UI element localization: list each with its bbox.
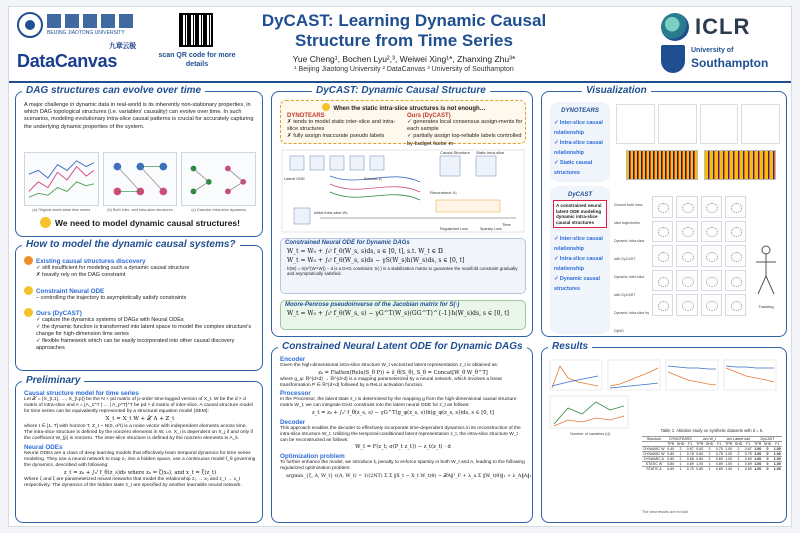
soton-name: Southampton [691, 56, 769, 70]
table-cell: 2 [705, 452, 715, 457]
svg-text:Latent ODE: Latent ODE [284, 176, 305, 181]
table-cell: 3 [705, 447, 715, 452]
bjtu-name-cn [47, 14, 133, 28]
table-cell: 0.89 [715, 467, 723, 471]
table-cell: 1.00 [725, 467, 733, 471]
how-item-head [24, 308, 258, 317]
dycast-callout: A constrained neural latent ODE modeling dynamic intra-slice causal structures [553, 200, 607, 228]
dynotears-panel [550, 102, 610, 182]
iclr-logo [661, 13, 787, 41]
title-line-2: Structure from Time Series [295, 31, 513, 50]
table-cell: 0.89 [715, 462, 723, 466]
table-cell: 0.89 [744, 462, 752, 466]
eq-title: Moore-Penrose pseudoinverse of the Jacobian matrix for S(·) [285, 302, 460, 308]
vis-item: ✓ Inter-slice causal relationship [554, 236, 603, 253]
trajectory-cell [676, 245, 697, 267]
title-line-1: DyCAST: Learning Dynamic Causal [261, 11, 547, 30]
table-cell: 2 [734, 447, 744, 452]
section-dycast-method [271, 85, 533, 337]
affiliations: ¹ Beijing Jiaotong University ² DataCanvas ³ University of Southampton [294, 66, 514, 73]
table-subheader: TPR [754, 442, 762, 446]
trajectory-grid [652, 196, 746, 316]
table-cell: 1.00 [773, 467, 781, 471]
table-cell: 1.00 [754, 467, 762, 471]
table-subheader: F1 [686, 442, 695, 447]
trajectory-cell [652, 270, 673, 292]
trajectory-cell [725, 245, 746, 267]
latent-body [280, 356, 532, 480]
thinking-emoji-icon [322, 103, 330, 111]
vis-item: ✓ Intra-slice causal relationship [554, 256, 603, 273]
table-cell: 0.60 [696, 447, 704, 451]
processor-equation: z_t = z₀ + ∫₀ᵗ f_θ(z_s, s) − γG^T(g_φ(z_s, s))h(g_φ(z_s, s))ds, s ∈ [0, t] [312, 409, 494, 416]
latent-subheading: Decoder [280, 418, 306, 426]
table-cell: 1 [734, 467, 744, 472]
table-cell: 1.00 [725, 462, 733, 466]
prelim-text: where t ∈ [1, T] with horizon T, Z_t ~ N(0, σ²I) is a noise vector with independent elements across time. The intra-slice structure is defined by the nonzero elements in W, i.e. X_i is dependent on X_j if and only if the coefficient W_{ji} is nonzero. The inter-slice structure is defined by the nonzero elements in A_k. [24, 424, 253, 441]
table-cell: 1.00 [754, 457, 762, 461]
latent-subheading: Optimization problem [280, 453, 345, 461]
qr-code-icon[interactable] [179, 13, 213, 47]
trajectory-cell [701, 221, 722, 243]
section-title: Results [548, 341, 592, 353]
need-banner [36, 216, 244, 230]
svg-text:Static intra-slice: Static intra-slice [476, 150, 505, 155]
decoder-equation: W_t = F(z_t; σ(P_t z_t)) − z_t(z_t) · d [355, 444, 451, 451]
vis-item: ✓ Inter-slice causal relationship [554, 120, 603, 136]
table-cell: 1.00 [754, 447, 762, 451]
section-latent-ode [271, 341, 533, 523]
stick-figure-icon [750, 242, 782, 302]
table-header: Structure [642, 437, 666, 442]
table-subheader: F1 [715, 442, 724, 447]
how-line: ✓ capture the dynamics systems of DAGs with Neural ODEs [36, 317, 184, 323]
ours-title: Ours (DyCAST) [407, 113, 451, 119]
svg-text:Time: Time [502, 222, 511, 227]
prelim-text: Neural ODEs are a class of deep learning models that effectively learn temporal dynamics for time series modeling. They use a neural network to map z₀ into a hidden space, use a continuous model f_θ governing the dynamics, described with following: [24, 451, 256, 468]
how-line: ✓ the dynamic function is transformed into latent space to model the complex structure's change for high-dimension time series [36, 324, 252, 337]
table-cell: DYNAMIC W [643, 452, 665, 456]
table-cell: 1.00 [725, 447, 733, 451]
table-subheader: TPR [696, 442, 704, 446]
table-cell: 0 [763, 447, 773, 452]
trajectory-cell [725, 270, 746, 292]
svg-text:Initial intra-slice W₀: Initial intra-slice W₀ [314, 210, 349, 215]
trajectory-cell [725, 221, 746, 243]
table-subheader: SHD [763, 442, 772, 446]
dag-figure-a [24, 152, 99, 212]
dynamics-plot-icon [182, 153, 255, 205]
table-subheader: F1 [744, 442, 753, 447]
timeseries-plot-icon [25, 153, 98, 205]
table-cell: 1.00 [725, 452, 733, 456]
how-item-label: Constraint Neural ODE [36, 288, 105, 295]
trajectory-cell [676, 196, 697, 218]
table-cell: 0.80 [667, 462, 675, 466]
dynotears-label: DYNOTEARS [561, 108, 599, 114]
table-subheader: F1 [773, 442, 782, 447]
vis-item: ✓ Intra-slice causal relationship [554, 140, 603, 156]
fig-caption-b: (b) Both inter- and intra-slice structures [107, 208, 173, 212]
dag-figure-c [181, 152, 256, 212]
latent-text: where g_φ: ℝ^{d×d} → ℝ^{d×d} is a mapping parameterized by a neural network, which involves a linear transformation P ∈ ℝ^{d×d} followed by a ReLU activation function. [280, 376, 503, 388]
how-item-existing [24, 256, 258, 279]
vis-item: ✓ Static causal structures [554, 160, 593, 176]
trajectory-cell [701, 196, 722, 218]
soton-crest-icon [661, 45, 685, 73]
results-line-charts [548, 358, 782, 430]
graph-plot-icon [104, 153, 177, 205]
trajectory-cell [652, 294, 673, 316]
table-subheader: SHD [676, 442, 685, 446]
sem-equation: X_t = X_t W + 𝒳 A + Z_t [105, 416, 175, 422]
prelim-subheading: Neural ODEs [24, 444, 63, 451]
encoder-equation: z₀ = Flatten(Relu(S_θ P)) + ẑ_θ(S_θ), S_θ = Concat[W_θ W_θ^T] [318, 369, 488, 376]
table-cell: 0.69 [715, 457, 723, 461]
table-cell: 1.00 [754, 462, 762, 466]
ours-col [407, 113, 523, 148]
how-item-label: Existing causal structures discovery [36, 258, 146, 265]
section-visualization [541, 85, 787, 337]
trajectory-cell [676, 270, 697, 292]
equation-1b: W_t = W₀ + ∫₀ᵗ f_θ(W_s, s)ds − γS(W_s)h(W_s)ds, s ∈ [0, t] [287, 257, 465, 264]
ablation-table [642, 436, 782, 471]
header [9, 7, 792, 83]
heatmap-dycast-icon [704, 150, 776, 180]
prelim-text: Let 𝒳 = {X_{t,1}, …, X_{t,p}} be the N × pd matrix of p-order time-lagged version of X_t. W be the d × d matrix of intra-slice and A = [A_1^T | … | A_p^T]^T be pd × d matrix of inter-slice. A causal structure model for time series can be equivalently represented by a structural equation model (SEM): [24, 397, 253, 414]
latent-text: Given the high-dimensional intra-slice structure W_t vectorized latent representation z_t is obtained as: [280, 363, 499, 368]
fig-caption-c: (c) Granular intra-slice dynamics [191, 208, 246, 212]
table-cell: DYNAMIC W [643, 447, 665, 451]
bjtu-seal-icon [17, 12, 43, 38]
table-cell: 1 [676, 462, 686, 467]
table-subheader: SHD [734, 442, 743, 446]
how-line: ✓ still insufficient for modeling such a dynamic causal structure [36, 265, 190, 271]
table-cell: 1 [676, 452, 686, 457]
bjtu-name-en: BEIJING JIAOTONG UNIVERSITY [47, 30, 125, 36]
table-header: w/o W_t [695, 437, 724, 442]
table-cell: 0.78 [686, 452, 694, 456]
trajectory-cell [652, 245, 673, 267]
table-cell: 1.00 [725, 457, 733, 461]
iclr-text: ICLR [695, 14, 751, 39]
table-cell: 0.80 [667, 452, 675, 456]
poster [8, 6, 792, 527]
banner-text: We need to model dynamic causal structures! [54, 218, 240, 228]
poster-title [249, 11, 559, 51]
svg-text:Causal Structure: Causal Structure [440, 150, 470, 155]
table-subheader: TPR [667, 442, 675, 446]
how-line: – controlling the trajectory to asymptotically satisfy constraints [36, 295, 187, 301]
latent-subheading: Processor [280, 390, 311, 398]
table-caption: Table 1: Ablation study on synthetic datasets with d = 5. [660, 428, 764, 433]
how-line: ✗ heavily rely on the DAG constraint [36, 272, 126, 278]
how-item-ours [24, 308, 258, 352]
equation-1a: W_t = W₀ + ∫₀ᵗ f_θ(W_s, s)ds, s ∈ [0, t], s.t. W_t ∈ 𝔻 [287, 248, 444, 255]
table-body [642, 447, 782, 472]
dycast-items [550, 230, 610, 298]
how-item-label: Ours (DyCAST) [36, 310, 82, 317]
table-cell: 1 [705, 462, 715, 467]
table-cell: STATIC W [642, 462, 666, 467]
datacanvas-cn: 九章云极 [109, 43, 136, 50]
dag-figures [24, 152, 256, 212]
soton-logo [661, 45, 787, 75]
prelim-subheading: Causal structure model for time series [24, 390, 139, 397]
heatmap-dyno-icon [626, 150, 698, 180]
sad-face-icon [24, 256, 33, 265]
table-cell: 3 [676, 447, 686, 452]
soton-uni: University of [691, 47, 734, 54]
table-cell: 0.67 [686, 447, 694, 451]
section-how-to-model [15, 239, 263, 371]
trajectory-cell [725, 294, 746, 316]
architecture-diagram [280, 148, 526, 234]
table-cell: 0.75 [686, 467, 694, 471]
happy-face-icon [24, 308, 33, 317]
table-cell: 0.60 [667, 467, 675, 471]
dycast-panel [550, 186, 610, 334]
vis-item: ✓ Dynamic causal structures [554, 276, 600, 293]
ours-line: ✓ generates local consensus assign-ments for each sample [407, 119, 523, 133]
dycast-label: DyCAST [567, 192, 592, 198]
grid-label: Dynamic inter-slice with DyCAST [614, 275, 645, 297]
section-preliminary [15, 375, 263, 523]
matrix-icon [616, 104, 655, 144]
svg-text:Reconstruct X₀: Reconstruct X₀ [430, 190, 457, 195]
how-item-constraint [24, 286, 258, 302]
matrix-icon [700, 104, 739, 144]
matrix-icon [741, 104, 780, 144]
datacanvas-logo [17, 43, 136, 72]
trajectory-cell [701, 294, 722, 316]
table-cell: 1 [705, 467, 715, 472]
trajectory-cell [676, 294, 697, 316]
table-cell: 0.75 [715, 452, 723, 456]
trajectory-cell [652, 221, 673, 243]
svg-text:Sparsity Loss: Sparsity Loss [480, 227, 502, 231]
grid-label: Dynamic intra-slice by DyNO [614, 311, 650, 333]
equation-2: W_t = W₀ + ∫₀ᵗ f_θ(W_s, s) − γG^T(W_s)(GG^T)^{-1}h(W_s)ds, s ∈ [0, t] [287, 310, 509, 317]
neutral-face-icon [24, 286, 33, 295]
table-cell: 0.80 [696, 457, 704, 461]
table-cell: 1.00 [696, 462, 704, 466]
table-cell: 2 [705, 457, 715, 462]
eq-note: h(W) = tr(e^{W∘W}) − d is a DAG constraint; S(·) is a stabilization matrix to guarantee the manifold constraint gradually and asymptotically satisfied. [287, 266, 518, 277]
table-header: DyCAST [753, 437, 782, 442]
latent-text: In the Processor, the latent state z_t is determined by the mapping g from the high-dimensional causal structure matrix W_t, we can integrate DAG constraint into the latent neural ODE for z_t as follows: [280, 397, 517, 409]
dynotears-line: ✗ fully assign inaccurate pseudo labels [287, 133, 385, 140]
section-title: Constrained Neural Latent ODE for Dynamic DAGs [278, 341, 527, 353]
table-cell: 0.60 [696, 452, 704, 456]
tracking-label: Tracking [758, 304, 774, 309]
ours-line: ✓ partially assign top-reliable labels controlled by budget factor m [407, 133, 522, 147]
method-question [287, 103, 521, 112]
smile-emoji-icon [40, 217, 51, 228]
grid-labels [614, 196, 650, 340]
latent-text: To further enhance the model, we introduce ℓ₁ penalty to enforce sparsity in both W_t and A, leading to the following regularized optimization problem: [280, 460, 525, 472]
dynotears-title: DYNOTEARS [287, 113, 325, 119]
comparison-box [280, 100, 526, 147]
table-subheader: TPR [725, 442, 733, 446]
prelim-body [24, 390, 256, 489]
section-title: Visualization [582, 85, 651, 97]
grid-label: Ground truth intra-slice trajectories [614, 203, 644, 225]
trajectory-cell [725, 196, 746, 218]
how-item-head [24, 256, 258, 265]
eq-title: Constrained Neural ODE for Dynamic DAGs [285, 240, 410, 246]
table-cell: 0.89 [744, 467, 752, 471]
trajectory-cell [701, 270, 722, 292]
trajectory-cell [652, 196, 673, 218]
bjtu-logo [17, 12, 137, 40]
table-cell: 0.75 [715, 447, 723, 451]
latent-text: This approach enables the decoder to effectively incorporate time-dependent dynamics in its reconstruction of the intra-slice structure W_t. Utilizing the temporal-conditioned latent representation z_t, the intra-slice structure W_t can be reconstructed as follows: [280, 425, 521, 443]
plot-axis-label: Number of variables (d) [570, 432, 610, 436]
section-results [541, 341, 787, 523]
table-cell: 0 [763, 452, 773, 457]
section-title: DyCAST: Dynamic Causal Structure [312, 85, 490, 97]
trajectory-cell [701, 245, 722, 267]
section-dag-evolve [15, 85, 263, 237]
qr-caption: scan QR code for more details [158, 52, 236, 68]
table-cell: 2 [734, 457, 744, 462]
table-cell: 0.68 [686, 457, 694, 461]
trajectory-cell [676, 221, 697, 243]
dag-text: A major challenge in dynamic data in real-world is its inherently non-stationary properties, in which DAG topological structures (i.e. variables' causality) can evolve over time. In such scenarios, modeling evolutionary intra-slice causal patterns is crucial for accurately capturing the underlying dynamic properties of the system. [24, 102, 254, 130]
eq-box-pseudoinverse [280, 300, 526, 330]
datacanvas-text: DataCanvas [17, 51, 118, 71]
prelim-text: Where ζ and ξ are parameterized neural networks that model the relationship z₀ → x₀ and z_t → x_t respectively. The dynamics of the hidden state z_t are specified by another learnable neural network. [24, 477, 242, 488]
optimization-equation: argmin_{ζ, A, W_t} ℓ(A, W_t) = 1/(2NT) Σ Σ ‖X_t − X_t W_t(θ) − 𝒳A‖²_F + λ_a Σ ‖W_t(θ)‖₁ + λ_A‖A‖₁ [286, 473, 532, 479]
table-cell: 0 [763, 462, 773, 467]
table-cell: 1 [676, 467, 686, 472]
table-cell: 0.80 [696, 467, 704, 471]
dynotears-line: ✗ tends to model static inter-slice and intra-slice structures [287, 119, 396, 133]
svg-text:Encode z₀: Encode z₀ [364, 176, 383, 181]
dynotears-col [287, 113, 397, 141]
dynotears-matrices [616, 104, 780, 144]
table-cell: 0.80 [667, 457, 675, 461]
table-cell: DYNAMIC A [642, 457, 666, 462]
table-cell: 0.75 [744, 452, 752, 456]
table-row [642, 467, 782, 472]
section-title: How to model the dynamic causal systems? [22, 239, 240, 251]
matrix-icon [658, 104, 697, 144]
dynotears-items [550, 114, 610, 182]
table-cell: 0 [763, 467, 773, 472]
question-text: When the static intra-slice structures is not enough… [333, 106, 486, 112]
table-cell: 0.69 [744, 457, 752, 461]
authors: Yue Cheng¹, Bochen Lyu²,³, Weiwei Xing¹*, Zhanxing Zhu³* [292, 54, 516, 64]
table-cell: 1.00 [773, 452, 781, 456]
table-cell: 0.89 [686, 462, 694, 466]
ode-equation: z_t = z₀ + ∫₀ᵗ f_θ(z_s)ds where z₀ = ζ(x₀), and x_t = ξ(z_t) [63, 470, 217, 476]
section-title: Preliminary [22, 375, 84, 387]
how-line: ✓ flexible framework which can be easily incorporated into other causal discovery approaches [36, 338, 235, 351]
iclr-mark-icon [661, 13, 689, 41]
table-cell: 0.67 [744, 447, 752, 451]
grid-label: Dynamic intra-slice with DyCAST [614, 239, 645, 261]
table-cell: 0.40 [667, 447, 675, 451]
table-cell: 2 [734, 452, 744, 457]
svg-text:Regularized Loss: Regularized Loss [440, 227, 468, 231]
table-cell: 2 [676, 457, 686, 462]
table-cell: STATIC A [642, 467, 666, 472]
table-header: w/o Latent ode [724, 437, 753, 442]
table-note: The best results are in bold. [642, 510, 689, 514]
table-cell: 0 [763, 457, 773, 462]
table-cell: 1.00 [754, 452, 762, 456]
table-cell: 1.00 [773, 462, 781, 466]
how-item-head [24, 286, 258, 295]
dag-figure-b [103, 152, 178, 212]
table-header: DYNOTEARS [666, 437, 695, 442]
table-cell: 1 [734, 462, 744, 467]
fig-caption-a: (a) Original world-state time series [32, 208, 91, 212]
latent-subheading: Encoder [280, 356, 306, 363]
eq-box-constrained [280, 238, 526, 294]
table-cell: 1.00 [773, 457, 781, 461]
section-title: DAG structures can evolve over time [22, 85, 205, 97]
table-subheader: SHD [705, 442, 714, 446]
table-cell: 1.00 [773, 447, 781, 451]
